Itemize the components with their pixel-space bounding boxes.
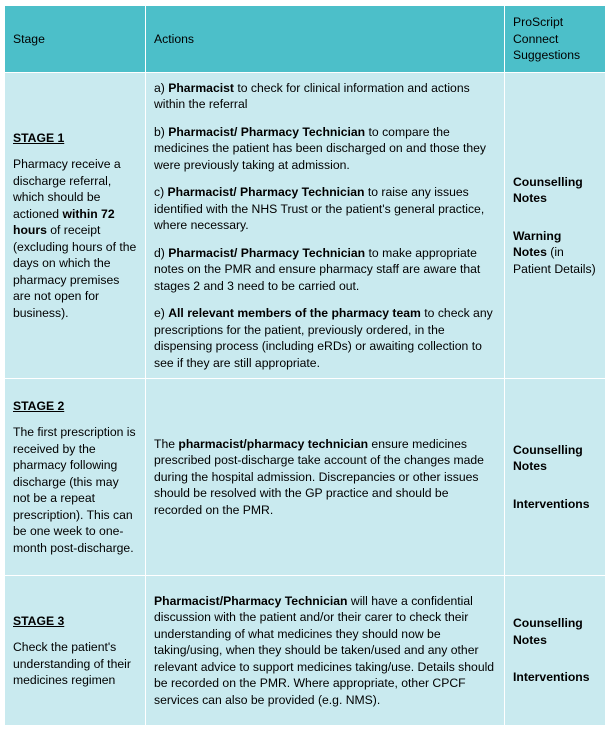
suggestions-cell — [505, 576, 606, 726]
action-item: b) Pharmacist/ Pharmacy Technician to compare the medicines the patient has been discharged on and those they were previously taking at admission. — [154, 124, 487, 172]
action-item: d) Pharmacist/ Pharmacy Technician to make appropriate notes on the PMR and ensure pharmacy staff are aware that stages 2 and 3 need to be carried out. — [154, 245, 481, 293]
suggestion: Warning Notes (in Patient Details) — [513, 228, 596, 276]
stage-cell — [5, 576, 146, 726]
stage-title: STAGE 3 — [13, 613, 65, 628]
header-row — [5, 6, 606, 73]
stage-description: The first prescription is received by the pharmacy following discharge (this may not be a repeat prescription). This can be one week to one-month post-discharge. — [13, 425, 136, 555]
actions-cell — [146, 379, 505, 576]
action-item: Pharmacist/Pharmacy Technician will have a confidential discussion with the patient and/or their carer to check their understanding of what medicines they should now be taking/using, when they should be taken/used and any other relevant advice to support medicines taking/use. Details should be recorded on the PMR. Where appropriate, other CPCF services can also be provided (e.g. NMS). — [154, 593, 495, 707]
suggestion: Interventions — [513, 670, 590, 685]
stage-row-2 — [5, 379, 606, 576]
stage-title: STAGE 2 — [13, 398, 65, 413]
discharge-stages-table — [4, 5, 606, 726]
stage-title: STAGE 1 — [13, 130, 65, 145]
stage-row-1 — [5, 73, 606, 379]
suggestion: Counselling Notes — [513, 442, 583, 474]
header-actions: Actions — [146, 6, 505, 73]
stage-description: Check the patient's understanding of their medicines regimen — [13, 640, 131, 687]
stage-cell — [5, 73, 146, 379]
actions-cell — [146, 73, 505, 379]
action-item: c) Pharmacist/ Pharmacy Technician to raise any issues identified with the NHS Trust or the patient's general practice, where necessary. — [154, 185, 485, 233]
stage-description: Pharmacy receive a discharge referral, which should be actioned within 72 hours of receipt (excluding hours of the days on which the pharmacy premises are not open for business). — [13, 157, 137, 320]
action-item: e) All relevant members of the pharmacy team to check any prescriptions for the patient, previously ordered, in the dispensing process (including eRDs) or awaiting collection to see if they are still appropriate. — [154, 306, 493, 370]
suggestions-cell — [505, 379, 606, 576]
header-stage: Stage — [5, 6, 146, 73]
suggestion: Counselling Notes — [513, 174, 583, 206]
stage-row-3 — [5, 576, 606, 726]
suggestion: Counselling Notes — [513, 616, 583, 647]
suggestions-cell — [505, 73, 606, 379]
action-item: The pharmacist/pharmacy technician ensure medicines prescribed post-discharge take account of the changes made during the hospital admission. Discrepancies or other issues should be resolved with the GP practice and should be recorded on the PMR. — [154, 436, 484, 517]
header-suggestions: ProScript Connect Suggestions — [505, 6, 606, 73]
stage-cell — [5, 379, 146, 576]
action-item: a) Pharmacist to check for clinical information and actions within the referral — [154, 80, 470, 112]
suggestion: Interventions — [513, 496, 590, 511]
actions-cell — [146, 576, 505, 726]
